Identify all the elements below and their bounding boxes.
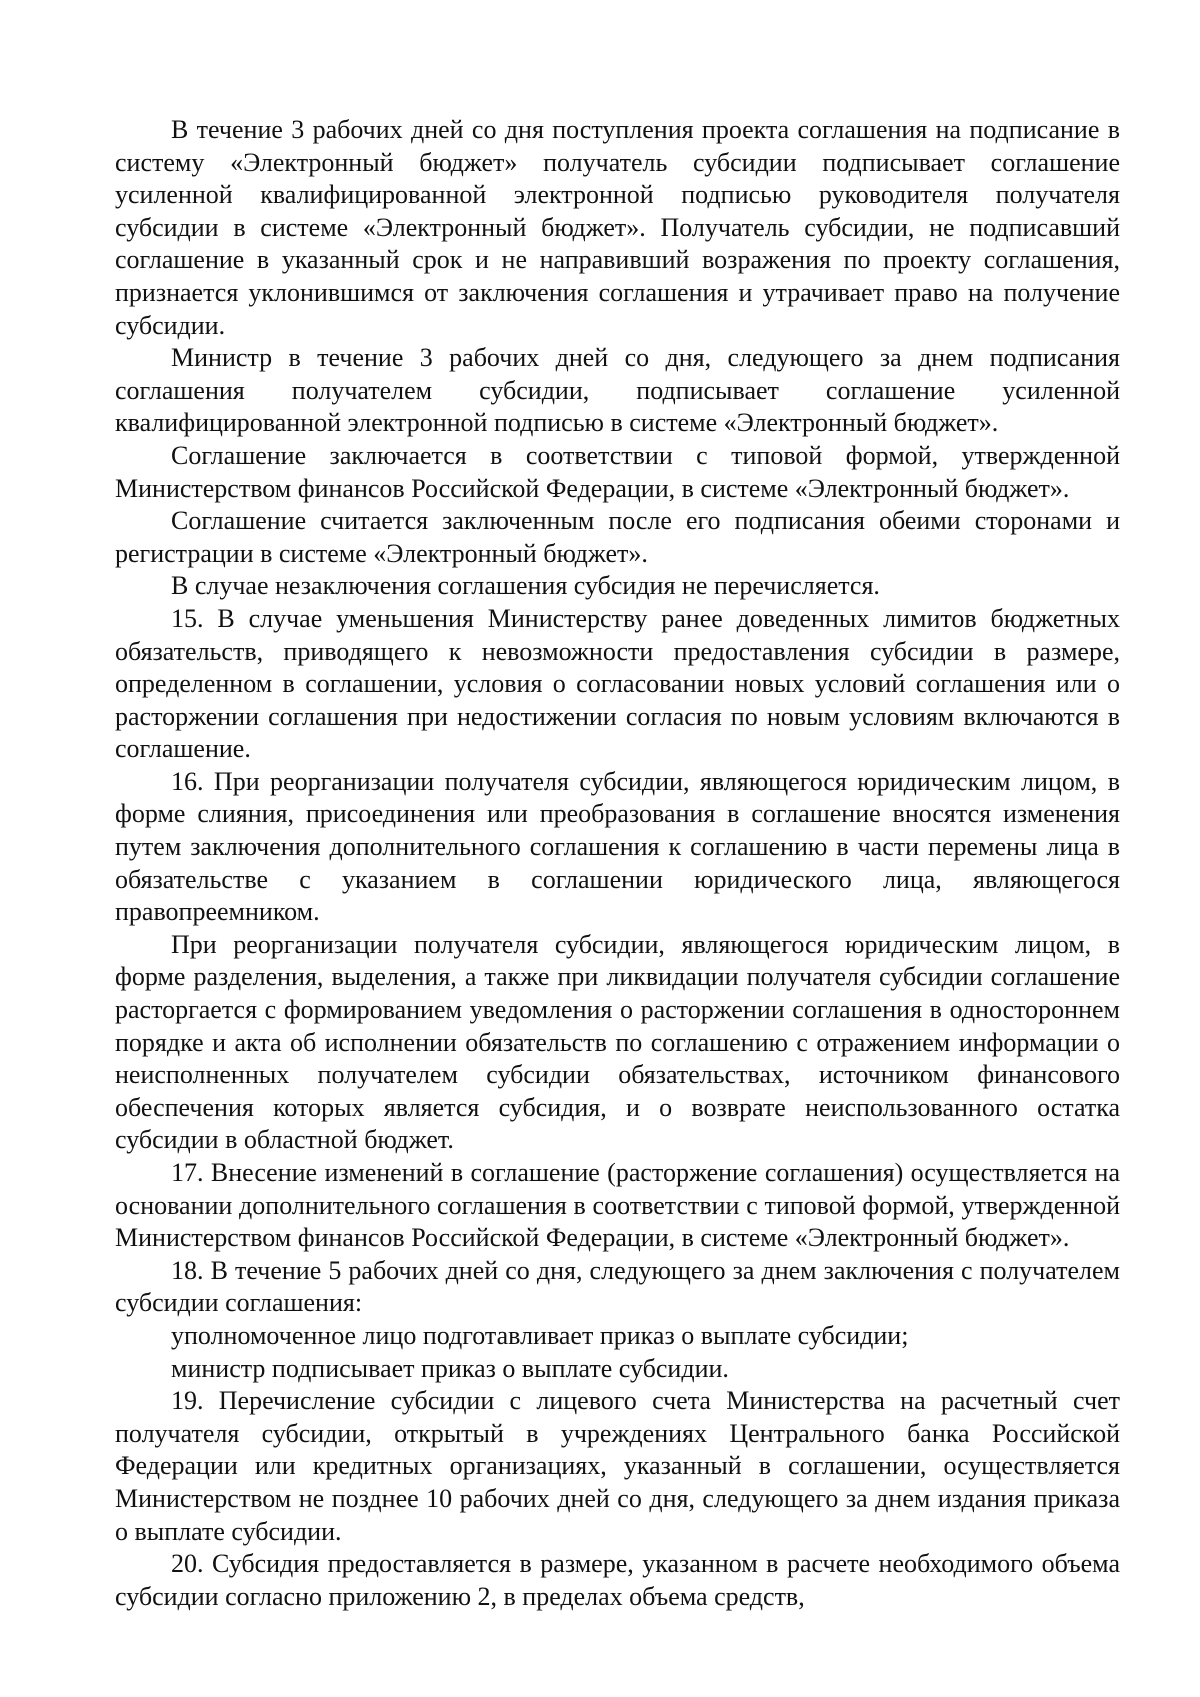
- paragraph-standard-form: Соглашение заключается в соответствии с типовой формой, утвержденной Министерством финансов Российской Федерации, в системе «Электронный бюджет».: [115, 440, 1120, 503]
- paragraph-reorganization: При реорганизации получателя субсидии, являющегося юридическим лицом, в форме разделения, выделения, а также при ликвидации получателя субсидии соглашение расторгается с формированием уведомления о расторжении соглашения в одностороннем порядке и акта об исполнении обязательств по соглашению с отражением информации о неисполненных получателем субсидии обязательствах, источником финансового обеспечения которых является субсидия, и о возврате неиспользованного остатка субсидии в областной бюджет.: [115, 929, 1120, 1155]
- paragraph-clause-20: 20. Субсидия предоставляется в размере, указанном в расчете необходимого объема субсидии согласно приложению 2, в пределах объема средств,: [115, 1549, 1120, 1611]
- paragraph-clause-16: 16. При реорганизации получателя субсидии, являющегося юридическим лицом, в форме слияния, присоединения или преобразования в соглашение вносятся изменения путем заключения дополнительного соглашения к соглашению в части перемены лица в обязательстве с указанием в соглашении юридического лица, являющегося правопреемником.: [115, 766, 1120, 927]
- paragraph-minister-order: министр подписывает приказ о выплате субсидии.: [171, 1353, 729, 1383]
- document-page: [115, 114, 1120, 1613]
- paragraph-clause-15: 15. В случае уменьшения Министерству ранее доведенных лимитов бюджетных обязательств, приводящего к невозможности предоставления субсидии в размере, определенном в соглашении, условия о согласовании новых условий соглашения или о расторжении соглашения при недостижении согласия по новым условиям включаются в соглашение.: [115, 603, 1120, 764]
- paragraph-agreement-concluded: Соглашение считается заключенным после его подписания обеими сторонами и регистрации в системе «Электронный бюджет».: [115, 506, 1120, 568]
- paragraph-clause-17: 17. Внесение изменений в соглашение (расторжение соглашения) осуществляется на основании дополнительного соглашения в соответствии с типовой формой, утвержденной Министерством финансов Российской Федерации, в системе «Электронный бюджет».: [115, 1158, 1120, 1253]
- paragraph-clause-19: 19. Перечисление субсидии с лицевого счета Министерства на расчетный счет получателя субсидии, открытый в учреждениях Центрального банка Российской Федерации или кредитных организациях, указанный в соглашении, осуществляется Министерством не позднее 10 рабочих дней со дня, следующего за днем издания приказа о выплате субсидии.: [115, 1386, 1120, 1546]
- paragraph-minister-signing: Министр в течение 3 рабочих дней со дня, следующего за днем подписания соглашения получателем субсидии, подписывает соглашение усиленной квалифицированной электронной подписью в системе «Электронный бюджет».: [115, 343, 1120, 438]
- paragraph-agreement-signing: В течение 3 рабочих дней со дня поступления проекта соглашения на подписание в систему «Электронный бюджет» получатель субсидии подписывает соглашение усиленной квалифицированной электронной подписью руководителя получателя субсидии в системе «Электронный бюджет». Получатель субсидии, не подписавший соглашение в указанный срок и не направивший возражения по проекту соглашения, признается уклонившимся от заключения соглашения и утрачивает право на получение субсидии.: [115, 115, 1120, 340]
- paragraph-non-conclusion: В случае незаключения соглашения субсидия не перечисляется.: [171, 571, 880, 601]
- paragraph-authorized-person: уполномоченное лицо подготавливает приказ о выплате субсидии;: [171, 1320, 909, 1350]
- paragraph-clause-18: 18. В течение 5 рабочих дней со дня, следующего за днем заключения с получателем субсидии соглашения:: [115, 1255, 1120, 1318]
